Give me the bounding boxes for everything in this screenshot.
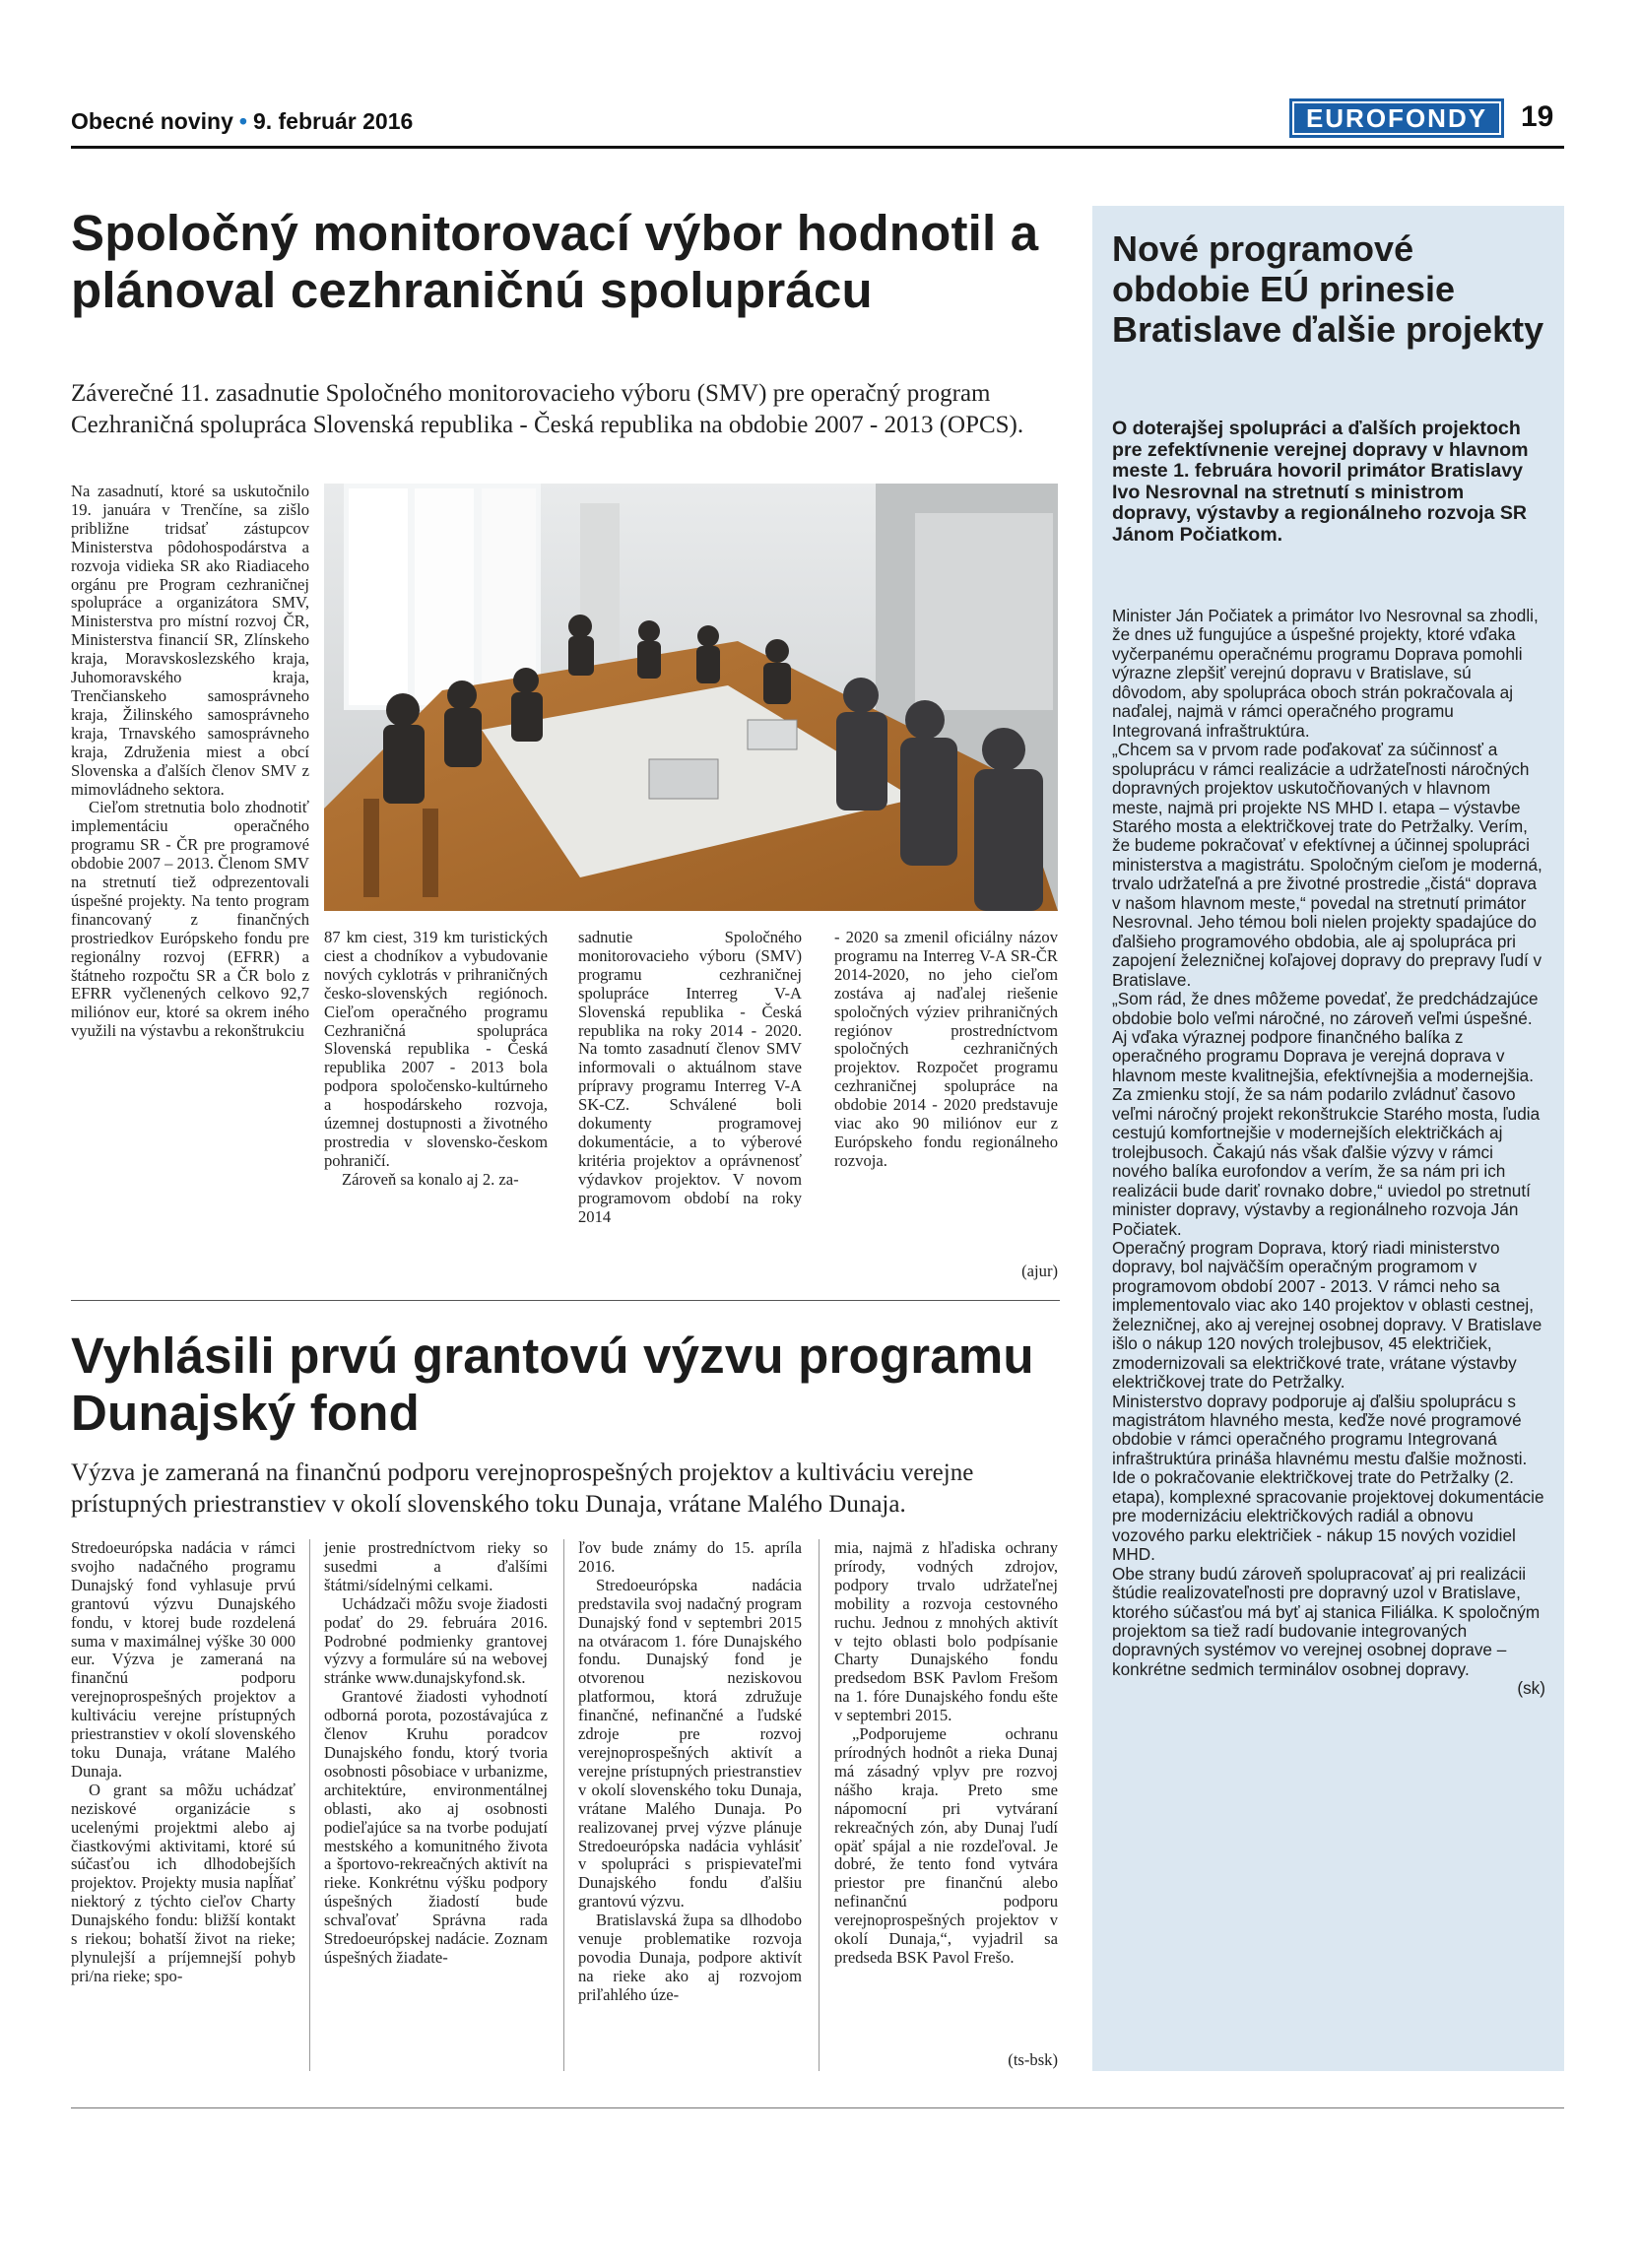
article2-lead: Výzva je zameraná na finančnú podporu verejnoprospešných projektov a kultiváciu verejne prístupných priestranstiev v okolí slovenského toku Dunaja, vrátane Malého Dunaja. (71, 1459, 974, 1518)
paragraph: Minister Ján Počiatek a primátor Ivo Nesrovnal sa zhodli, že dnes už fungujúce a úspešné projekty, ktoré vďaka vyčerpanému operačnému programu Doprava pomohli výrazne zlepšiť verejnú dopravu v Bratislave, sú dôvodom, aby spolupráca oboch strán pokračovala aj naďalej, najmä v rámci operačného programu Integrovaná infraštruktúra. (1112, 606, 1539, 741)
paragraph: - 2020 sa zmenil oficiálny názov programu na Interreg V-A SR-ČR 2014-2020, no jeho cieľom zostáva aj naďalej riešenie spoločných výziev prihraničných regiónov prostredníctvom spoločných cezhraničných projektov. Rozpočet programu cezhraničnej spolupráce na obdobie 2014 - 2020 predstavuje viac ako 90 miliónov eur z Európskeho fondu regionálneho rozvoja. (834, 928, 1058, 1170)
page-number: 19 (1521, 100, 1554, 133)
paragraph: Zároveň sa konalo aj 2. za- (342, 1169, 519, 1189)
column-rule (563, 1539, 564, 2071)
issue-date: 9. február 2016 (252, 108, 414, 134)
sidebar-headline: Nové programové obdobie EÚ prinesie Bratislave ďalšie projekty (1112, 228, 1544, 350)
paragraph: ľov bude známy do 15. apríla 2016. (578, 1538, 802, 1576)
article1-lead: Záverečné 11. zasadnutie Spoločného monitorovacieho výboru (SMV) pre operačný program Cezhraničná spolupráca Slovenská republika - Česká republika na obdobie 2007 - 2013 (OPCS). (71, 380, 1024, 438)
sidebar-body (1112, 607, 1545, 1699)
article2-column-1 (71, 1539, 295, 1986)
bullet-dot-icon: • (238, 108, 247, 134)
article-divider (71, 1300, 1060, 1301)
meeting-photo-illustration (324, 484, 1058, 911)
sidebar-credit: (sk) (1517, 1678, 1545, 1699)
article2-column-3 (578, 1539, 802, 2005)
column-rule (309, 1539, 310, 2071)
paragraph: Obe strany budú zároveň spolupracovať aj pri realizácii štúdie realizovateľnosti pre dopravný uzol v Bratislave, ktorého súčasťou má byť aj stanica Filiálka. K spoločným projektom sa tiež radí budovanie integrovaných dopravných systémov vo verejnej osobnej doprave – konkrétne sedmich terminálov osobnej dopravy. (1112, 1563, 1541, 1679)
article2-column-2 (324, 1539, 548, 1968)
header-rule (71, 146, 1564, 149)
column-rule (819, 1539, 820, 2071)
paragraph: Bratislavská župa sa dlhodobo venuje problematike rozvoja povodia Dunaja, podpore aktivít na rieke ako aj rozvojom priľahlého úze- (578, 1911, 802, 2004)
paragraph: Na zasadnutí, ktoré sa uskutočnilo 19. januára v Trenčíne, sa zišlo približne tridsať zástupcov Ministerstva pôdohospodárstva a rozvoja vidieka SR ako Riadiaceho orgánu pre Program cezhraničnej spolupráce a organizátora SMV, Ministerstva pro místní rozvoj ČR, Ministerstva financií SR, Zlínskeho kraja, Moravskoslezského kraja, Juhomoravského kraja, Trenčianskeho samosprávneho kraja, Žilinského samosprávneho kraja, Trnavského samosprávneho kraja, Združenia miest a obcí Slovenska a ďalších členov SMV z mimovládneho sektora. (71, 482, 309, 799)
article2-credit: (ts-bsk) (1008, 2050, 1058, 2069)
publication-name: Obecné noviny (71, 108, 233, 134)
footer-rule (71, 2107, 1564, 2108)
paragraph: 87 km ciest, 319 km turistických ciest a chodníkov a vybudovanie nových cyklotrás v prihraničných česko-slovenských regiónoch. Cieľom operačného programu Cezhraničná spolupráca Slovenská republika - Česká republika 2007 - 2013 bola podpora spoločensko-kultúrneho a hospodárskeho rozvoja, územnej dostupnosti a životného prostredia v slovensko-českom pohraničí. (324, 928, 548, 1170)
paragraph: Operačný program Doprava, ktorý riadi ministerstvo dopravy, bol najväčším operačným programom v programovom období 2007 - 2013. V rámci neho sa implementovalo viac ako 140 projektov v oblasti cestnej, železničnej, ako aj verejnej osobnej dopravy. V Bratislave išlo o nákup 120 nových trolejbusov, 45 električiek, zmodernizovali sa električkové trate, vrátane výstavby električkovej trate do Petržalky. (1112, 1237, 1542, 1393)
section-badge (1289, 98, 1504, 138)
article1-column-3 (578, 929, 802, 1227)
paragraph: jenie prostredníctvom rieky so susedmi a ďalšími štátmi/sídelnými celkami. (324, 1538, 548, 1594)
paragraph: Stredoeurópska nadácia predstavila svoj nadačný program Dunajský fond v septembri 2015 na otváracom 1. fóre Dunajského fondu. Dunajský fond je otvorenou neziskovou platformou, ktorá združuje finančné, nefinančné a ľudské zdroje pre rozvoj verejnoprospešných aktivít a verejne prístupných priestranstiev v okolí slovenského toku Dunaja, vrátane Malého Dunaja. Po realizovanej prvej výzve plánuje Stredoeurópska nadácia vyhlásiť v spolupráci s prispievateľmi Dunajského fondu ďalšiu grantovú výzvu. (578, 1575, 802, 1912)
paragraph: O grant sa môžu uchádzať neziskové organizácie s ucelenými projektmi alebo aj čiastkovými aktivitami, ktoré sú súčasťou ich dlhodobejších projektov. Projekty musia napĺňať niektorý z týchto cieľov Charty Dunajského fondu: bližší kontakt s riekou; bohatší život na rieke; plynulejší a príjemnejší pohyb pri/na rieke; spo- (71, 1780, 295, 1985)
article1-column-4 (834, 929, 1058, 1171)
running-header (71, 108, 413, 135)
section-label: EUROFONDY (1294, 103, 1499, 133)
paragraph: „Podporujeme ochranu prírodných hodnôt a rieka Dunaj má zásadný vplyv pre rozvoj nášho kraja. Preto sme nápomocní pri vytváraní rekreačných zón, aby Dunaj ľudí opäť spájal a nie rozdeľoval. Je dobré, že tento fond vytvára priestor pre finančnú alebo nefinančnú podporu verejnoprospešných projektov v okolí Dunaja,“, vyjadril sa predseda BSK Pavol Frešo. (834, 1724, 1058, 1967)
paragraph: Stredoeurópska nadácia v rámci svojho nadačného programu Dunajský fond vyhlasuje prvú grantovú výzvu Dunajského fondu, v ktorej bude rozdelená suma v maximálnej výške 30 000 eur. Výzva je zameraná na finančnú podporu verejnoprospešných projektov a kultiváciu verejne prístupných priestranstiev v okolí slovenského toku Dunaja, vrátane Malého Dunaja. (71, 1538, 295, 1781)
article1-headline: Spoločný monitorovací výbor hodnotil a plánoval cezhraničnú spoluprácu (71, 205, 1039, 319)
paragraph: „Chcem sa v prvom rade poďakovať za súčinnosť a spoluprácu v rámci realizácie a udržateľnosti náročných dopravných projektov uskutočňovaných v hlavnom meste, najmä pri projekte NS MHD I. etapa – výstavbe Starého mosta a električkovej trate do Petržalky. Verím, že budeme pokračovať v efektívnej a účinnej spolupráci ministerstva a magistrátu. Spoločným cieľom je moderná, trvalo udržateľná a pre životné prostredie „čistá“ doprava v našom hlavnom meste,“ povedal na stretnutí primátor Nesrovnal. Jeho témou boli nielen projekty spadajúce do ďalšieho programového obdobia, ale aj spolupráca pri zapojení železničnej koľajovej dopravy do prepravy ľudí v Bratislave. (1112, 740, 1542, 990)
article2-column-4 (834, 1539, 1058, 1968)
paragraph: Ministerstvo dopravy podporuje aj ďalšiu spoluprácu s magistrátom hlavného mesta, keďže nové programové obdobie v rámci operačného programu Integrovaná infraštruktúra prináša hlavnému mestu ďalšie možnosti. Ide o pokračovanie električkovej trate do Petržalky (2. etapa), komplexné spracovanie projektovej dokumentácie pre modernizáciu električkových radiál a obnovu vozového parku električiek - nákup 15 nových vozidiel MHD. (1112, 1391, 1544, 1565)
paragraph: Uchádzači môžu svoje žiadosti podať do 29. februára 2016. Podrobné podmienky grantovej výzvy a formuláre sú na webovej stránke www.dunajskyfond.sk. (324, 1593, 548, 1688)
article1-column-2 (324, 929, 548, 1190)
paragraph: Grantové žiadosti vyhodnotí odborná porota, pozostávajúca z členov Kruhu poradcov Dunajského fondu, ktorý tvoria osobnosti pôsobiace v urbanizme, architektúre, environmentálnej oblasti, ako aj osobnosti podieľajúce sa na tvorbe podujatí mestského a komunitného života a športovo-rekreačných aktivít na rieke. Konkrétnu výšku podpory úspešných žiadostí bude schvaľovať Správna rada Stredoeurópskej nadácie. Zoznam úspešných žiadate- (324, 1687, 548, 1967)
paragraph: Cieľom stretnutia bolo zhodnotiť implementáciu operačného programu SR - ČR pre programové obdobie 2007 – 2013. Členom SMV na stretnutí tiež odprezentovali úspešné projekty. Na tento program financovaný z finančných prostriedkov Európskeho fondu pre regionálny rozvoj (EFRR) a štátneho rozpočtu SR a ČR bolo z EFRR vyčlenených celkovo 92,7 miliónov eur, ktoré sa okrem iného využili na výstavbu a rekonštrukciu (71, 798, 309, 1041)
article2-headline: Vyhlásili prvú grantovú výzvu programu Dunajský fond (71, 1328, 1034, 1442)
article1-column-1 (71, 483, 309, 1041)
sidebar-lead: O doterajšej spolupráci a ďalších projektoch pre zefektívnenie verejnej dopravy v hlavnom meste 1. februára hovoril primátor Bratislavy Ivo Nesrovnal na stretnutí s ministrom dopravy, výstavby a regionálneho rozvoja SR Jánom Počiatkom. (1112, 418, 1529, 546)
paragraph: sadnutie Spoločného monitorovacieho výboru (SMV) programu cezhraničnej spolupráce Interreg V-A Slovenská republika - Česká republika na roky 2014 - 2020. Na tomto zasadnutí členov SMV informovali o aktuálnom stave prípravy programu Interreg V-A SK-CZ. Schválené boli dokumenty programovej dokumentácie, a to výberové kritéria projektov a oprávnenosť výdavkov projektov. V novom programovom období na roky 2014 (578, 928, 802, 1226)
paragraph: mia, najmä z hľadiska ochrany prírody, vodných zdrojov, podpory trvalo udržateľnej mobility a rozvoja cestovného ruchu. Jednou z mnohých aktivít v tejto oblasti bolo podpísanie Charty Dunajského fondu predsedom BSK Pavlom Frešom na 1. fóre Dunajského fondu ešte v septembri 2015. (834, 1538, 1058, 1725)
article1-credit: (ajur) (1021, 1262, 1058, 1280)
meeting-photo (324, 484, 1058, 911)
paragraph: „Som rád, že dnes môžeme povedať, že predchádzajúce obdobie bolo veľmi náročné, no zároveň veľmi úspešné. Aj vďaka výraznej podpore finančného balíka z operačného programu Doprava je verejná doprava v hlavnom meste kvalitnejšia, efektívnejšia a modernejšia. Za zmienku stojí, že sa nám podarilo zvládnuť časovo veľmi náročný projekt rekonštrukcie Starého mosta, ľudia cestujú komfortnejšie v modernejších električkách aj trolejbusoch. Čakajú nás však ďalšie výzvy v rámci nového balíka eurofondov a verím, že sa nám pri ich realizácii bude dariť rovnako dobre,“ uviedol po stretnutí minister dopravy, výstavby a regionálneho rozvoja Ján Počiatek. (1112, 989, 1541, 1239)
